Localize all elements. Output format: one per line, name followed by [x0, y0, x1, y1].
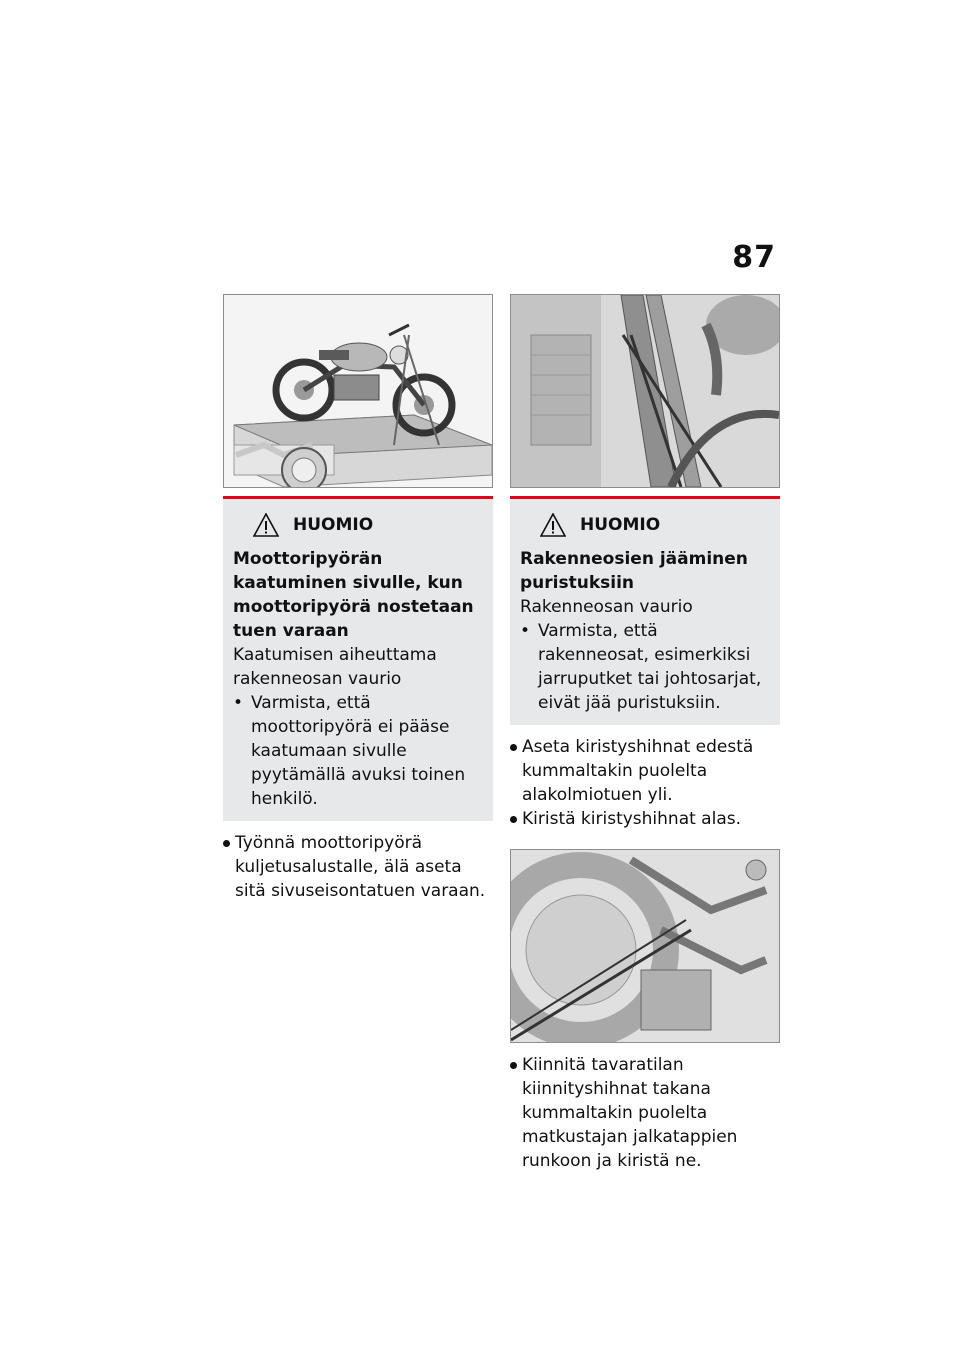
instruction-step: Kiristä kiristyshihnat alas.	[510, 807, 780, 831]
notice-bullet: • Varmista, että moottoripyörä ei pääse kaatumaan sivulle pyytämällä avuksi toinen henkilö.	[233, 691, 483, 811]
notice-bullets	[233, 691, 483, 811]
notice-title: HUOMIO	[580, 515, 661, 535]
notice-header	[233, 513, 483, 537]
notice-text: Rakenneosan vaurio	[520, 597, 693, 617]
figure-motorcycle-on-trailer	[223, 294, 493, 488]
figure-front-fork-straps	[510, 294, 780, 488]
instruction-list-2	[510, 1053, 780, 1173]
figure-rear-straps	[510, 849, 780, 1043]
warning-triangle-icon	[253, 513, 279, 537]
front-fork-illustration	[511, 295, 779, 487]
page-number: 87	[732, 240, 776, 275]
instruction-list	[223, 831, 493, 903]
notice-bullet: • Varmista, että rakenneosat, esimerkiksi jarruputket tai johtosarjat, eivät jää puristuksiin.	[520, 619, 770, 715]
instruction-step: Kiinnitä tavaratilan kiinnityshihnat takana kummaltakin puolelta matkustajan jalkatappien runkoon ja kiristä ne.	[510, 1053, 780, 1173]
left-column	[223, 294, 493, 903]
instruction-list	[510, 735, 780, 831]
right-column	[510, 294, 780, 1173]
notice-heading: Moottoripyörän kaatuminen sivulle, kun moottoripyörä nostetaan tuen varaan	[233, 549, 474, 641]
notice-title: HUOMIO	[293, 515, 374, 535]
notice-text: Kaatumisen aiheuttama rakenneosan vaurio	[233, 645, 437, 689]
notice-header	[520, 513, 770, 537]
instruction-step: Aseta kiristyshihnat edestä kummaltakin puolelta alakolmiotuen yli.	[510, 735, 780, 807]
instruction-step: Työnnä moottoripyörä kuljetusalustalle, älä aseta sitä sivuseisontatuen varaan.	[223, 831, 493, 903]
notice-bullets	[520, 619, 770, 715]
motorcycle-trailer-illustration	[224, 295, 492, 487]
warning-triangle-icon	[540, 513, 566, 537]
notice-box-pinching	[510, 496, 780, 725]
notice-heading: Rakenneosien jääminen puristuksiin	[520, 549, 748, 593]
rear-frame-illustration	[511, 850, 779, 1042]
notice-box-tipping	[223, 496, 493, 821]
